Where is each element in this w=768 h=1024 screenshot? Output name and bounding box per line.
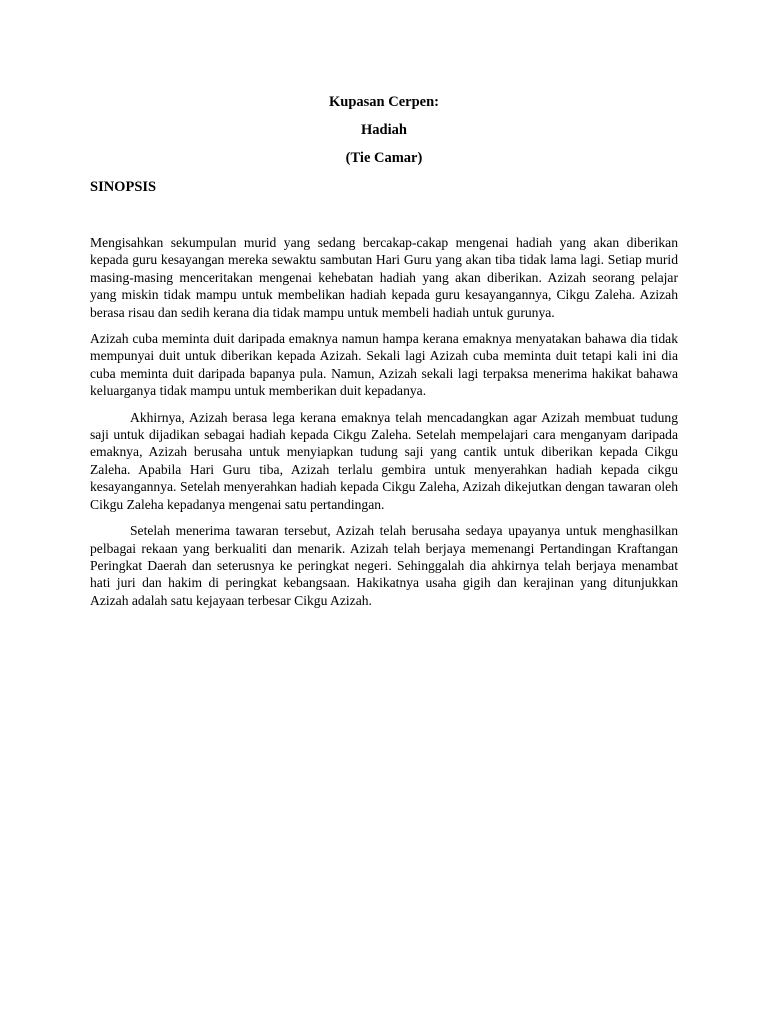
paragraph-4: Setelah menerima tawaran tersebut, Azizah telah berusaha sedaya upayanya untuk menghasilkan pelbagai rekaan yang berkualiti dan menarik. Azizah telah berjaya memenangi Pertandingan Kraftangan Peringkat Daerah dan seterusnya ke peringkat negeri. Sehinggalah dia ahkirnya telah berjaya menambat hati juri dan hakim di peringkat kebangsaan. Hakikatnya usaha gigih dan kerajinan yang ditunjukkan Azizah adalah satu kejayaan terbesar Cikgu Azizah. <box>90 523 678 608</box>
document-title-label: Kupasan Cerpen: <box>329 94 439 110</box>
document-title-story: Hadiah <box>361 122 407 138</box>
document-title-author: (Tie Camar) <box>345 150 423 166</box>
paragraph-3: Akhirnya, Azizah berasa lega kerana emaknya telah mencadangkan agar Azizah membuat tudung saji untuk dijadikan sebagai hadiah kepada Cikgu Zaleha. Setelah mempelajari cara menganyam daripada emaknya, Azizah berusaha untuk menyiapkan tudung saji yang cantik untuk diberikan kepada Cikgu Zaleha. Apabila Hari Guru tiba, Azizah terlalu gembira untuk menyerahkan hadiah kepada cikgu kesayangannya. Setelah menyerahkan hadiah kepada Cikgu Zaleha, Azizah dikejutkan dengan tawaran oleh Cikgu Zaleha kepadanya mengenai satu pertandingan. <box>90 409 678 512</box>
paragraph-2: Azizah cuba meminta duit daripada emaknya namun hampa kerana emaknya menyatakan bahawa dia tidak mempunyai duit untuk diberikan kepada Azizah. Sekali lagi Azizah cuba meminta duit tetapi kali ini dia cuba meminta duit daripada bapanya pula. Namun, Azizah sekali lagi terpaksa menerima hakikat bahawa keluarganya tidak mampu untuk memberikan duit kepadanya. <box>90 331 678 399</box>
document-body <box>90 234 678 618</box>
paragraph-1: Mengisahkan sekumpulan murid yang sedang bercakap-cakap mengenai hadiah yang akan diberikan kepada guru kesayangan mereka sewaktu sambutan Hari Guru yang akan tiba tidak lama lagi. Setiap murid masing-masing menceritakan mengenai kehebatan hadiah yang akan diberikan. Azizah seorang pelajar yang miskin tidak mampu untuk membelikan hadiah kepada guru kesayangannya, Cikgu Zaleha. Azizah berasa risau dan sedih kerana dia tidak mampu untuk membeli hadiah untuk gurunya. <box>90 235 678 320</box>
section-heading: SINOPSIS <box>90 179 157 195</box>
